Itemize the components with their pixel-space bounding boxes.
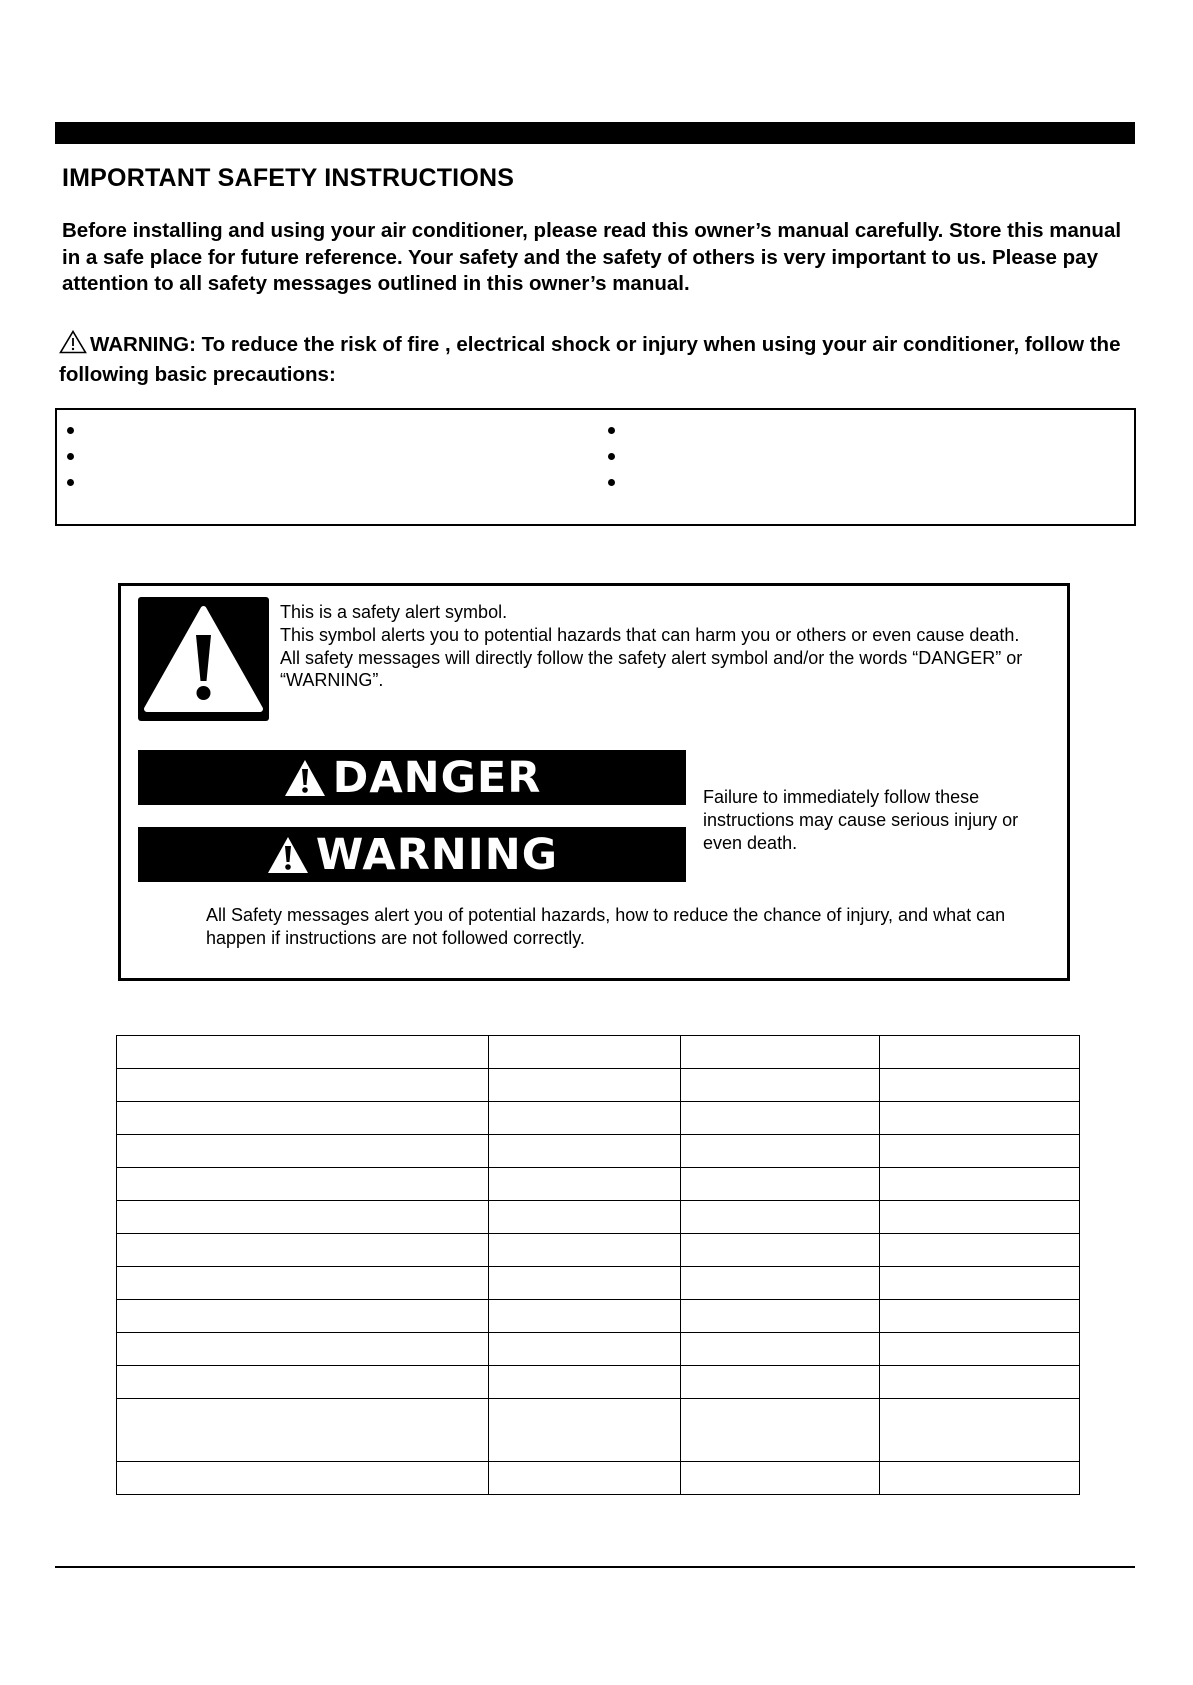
table-cell — [489, 1267, 681, 1300]
table-cell — [880, 1201, 1080, 1234]
table-row — [117, 1069, 1080, 1102]
table-row — [117, 1168, 1080, 1201]
intro-paragraph: Before installing and using your air conditioner, please read this owner’s manual carefully. Store this manual in a safe place for future reference. Your safety and the safety of others is very important to us. Please pay attention to all safety messages outlined in this owner’s manual. — [62, 219, 1122, 295]
table-cell — [489, 1135, 681, 1168]
table-cell — [117, 1300, 489, 1333]
table-cell — [681, 1069, 880, 1102]
specification-table — [116, 1035, 1080, 1495]
exclamation-triangle-icon — [138, 597, 269, 721]
warning-label: WARNING — [315, 829, 559, 880]
table-row — [117, 1300, 1080, 1333]
footer-rule — [55, 1566, 1135, 1568]
table-cell — [117, 1462, 489, 1495]
table-row — [117, 1234, 1080, 1267]
table-row — [117, 1399, 1080, 1462]
table-row — [117, 1333, 1080, 1366]
table-cell — [489, 1333, 681, 1366]
warning-alert-icon — [266, 835, 310, 875]
danger-banner — [138, 750, 686, 805]
danger-alert-icon — [283, 758, 327, 798]
warning-banner — [138, 827, 686, 882]
table-cell — [880, 1135, 1080, 1168]
warning-text: WARNING: To reduce the risk of fire , electrical shock or injury when using your air conditioner, follow the following basic precautions: — [59, 333, 1121, 386]
table-cell — [681, 1300, 880, 1333]
table-cell — [880, 1267, 1080, 1300]
safety-messages-text: All Safety messages alert you of potential hazards, how to reduce the chance of injury, and what can happen if instructions are not followed correctly. — [206, 905, 1006, 948]
table-row — [117, 1036, 1080, 1069]
table-row — [117, 1366, 1080, 1399]
table-cell — [880, 1234, 1080, 1267]
table-cell — [880, 1036, 1080, 1069]
bullet — [608, 453, 615, 460]
warning-triangle-icon — [59, 330, 87, 362]
safety-alert-box — [118, 583, 1070, 981]
table-cell — [489, 1300, 681, 1333]
table-cell — [117, 1333, 489, 1366]
table-cell — [681, 1102, 880, 1135]
table-row — [117, 1267, 1080, 1300]
bullet — [608, 479, 615, 486]
alert-description — [280, 601, 1060, 692]
table-cell — [880, 1168, 1080, 1201]
table-row — [117, 1102, 1080, 1135]
table-cell — [489, 1366, 681, 1399]
table-cell — [681, 1267, 880, 1300]
table-row — [117, 1201, 1080, 1234]
bullet — [67, 453, 74, 460]
table-cell — [117, 1069, 489, 1102]
table-row — [117, 1135, 1080, 1168]
table-cell — [880, 1069, 1080, 1102]
table-cell — [117, 1201, 489, 1234]
table-cell — [681, 1366, 880, 1399]
table-cell — [681, 1036, 880, 1069]
table-cell — [117, 1102, 489, 1135]
table-row — [117, 1462, 1080, 1495]
warning-statement — [59, 330, 1149, 388]
precautions-box — [55, 408, 1136, 526]
table-cell — [681, 1135, 880, 1168]
table-cell — [880, 1300, 1080, 1333]
table-cell — [681, 1234, 880, 1267]
table-cell — [117, 1399, 489, 1462]
table-cell — [489, 1168, 681, 1201]
table-cell — [880, 1462, 1080, 1495]
table-cell — [489, 1036, 681, 1069]
bullet — [67, 427, 74, 434]
table-cell — [681, 1333, 880, 1366]
alert-line: This is a safety alert symbol. — [280, 602, 508, 622]
page-title: IMPORTANT SAFETY INSTRUCTIONS — [62, 164, 515, 192]
table-cell — [117, 1234, 489, 1267]
table-cell — [117, 1366, 489, 1399]
table-cell — [880, 1399, 1080, 1462]
table-cell — [117, 1267, 489, 1300]
table-cell — [489, 1399, 681, 1462]
table-cell — [880, 1366, 1080, 1399]
danger-label: DANGER — [332, 752, 542, 803]
table-cell — [880, 1333, 1080, 1366]
table-cell — [117, 1036, 489, 1069]
table-cell — [489, 1234, 681, 1267]
alert-line: This symbol alerts you to potential hazards that can harm you or others or even cause death. — [280, 624, 1020, 645]
table-cell — [489, 1462, 681, 1495]
bullet — [67, 479, 74, 486]
table-cell — [489, 1201, 681, 1234]
table-cell — [117, 1135, 489, 1168]
table-cell — [117, 1168, 489, 1201]
table-cell — [880, 1102, 1080, 1135]
failure-consequence-text: Failure to immediately follow these instructions may cause serious injury or even death. — [703, 787, 1019, 853]
header-bar — [55, 122, 1135, 144]
alert-line: All safety messages will directly follow the safety alert symbol and/or the words “DANGER” or “WARNING”. — [280, 647, 1023, 691]
table-cell — [681, 1462, 880, 1495]
table-cell — [489, 1102, 681, 1135]
bullet — [608, 427, 615, 434]
table-cell — [489, 1069, 681, 1102]
table-cell — [681, 1399, 880, 1462]
table-cell — [681, 1168, 880, 1201]
table-cell — [681, 1201, 880, 1234]
